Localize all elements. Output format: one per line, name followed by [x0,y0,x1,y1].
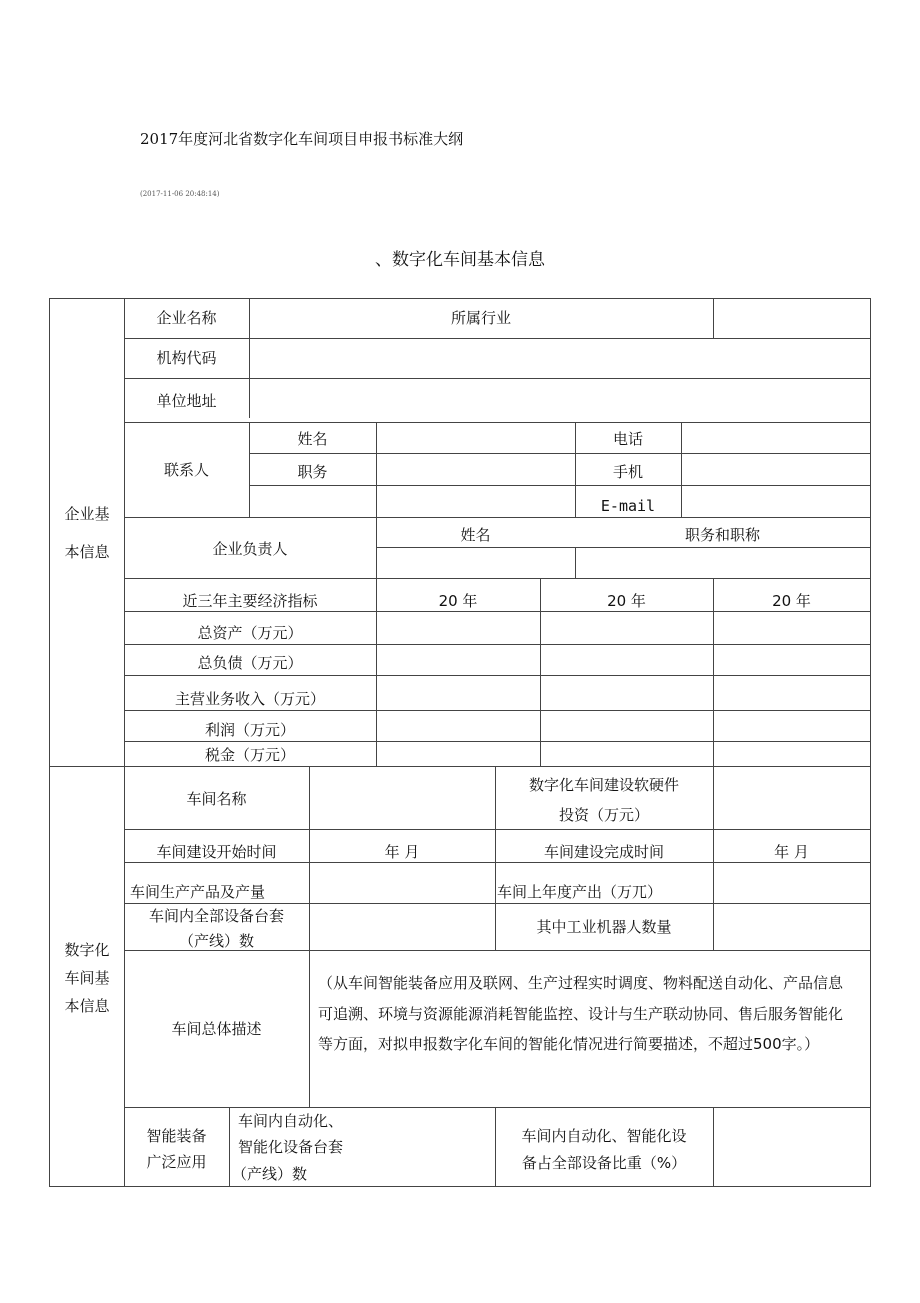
equipment-count-label-line1: 车间内全部设备台套 [148,906,284,925]
year-column-3: 20 年 [772,591,811,610]
equipment-count-label-line2: （产线）数 [178,931,254,950]
contact-title-label: 职务 [297,462,328,481]
end-time-value: 年 月 [774,842,809,861]
total-assets-label: 总资产（万元） [197,623,303,642]
tax-label: 税金（万元） [204,745,295,764]
start-time-label: 车间建设开始时间 [156,842,277,861]
head-title-label: 职务和职称 [684,525,760,544]
investment-label-line1: 数字化车间建设软硬件 [528,775,679,794]
year-column-1: 20 年 [438,591,478,610]
products-output-label: 车间生产产品及产量 [130,882,266,901]
economic-indicators-label: 近三年主要经济指标 [182,591,318,610]
enterprise-group-label-line2: 本信息 [64,542,110,561]
ratio-label-line2: 备占全部设备比重（%） [521,1153,687,1172]
contact-name-label: 姓名 [297,429,328,448]
email-label: E-mail [600,496,656,515]
investment-label-line2: 投资（万元） [558,805,649,824]
description-instructions: （从车间智能装备应用及联网、生产过程实时调度、物料配送自动化、产品信息可追溯、环境与资源能源消耗智能监控、设计与生产联动协同、售后服务智能化等方面，对拟申报数字化车间的智能化情况进行简要描述，不超过500字。） [318,974,844,1053]
workshop-group-label-line1: 数字化 [64,940,110,959]
document-title: 2017年度河北省数字化车间项目申报书标准大纲 [140,130,464,148]
end-time-label: 车间建设完成时间 [543,842,664,861]
enterprise-group-label-line1: 企业基 [64,504,110,523]
head-name-label: 姓名 [460,525,491,544]
year-column-2: 20 年 [607,591,646,610]
mobile-label: 手机 [612,462,643,481]
start-time-value: 年 月 [384,842,420,861]
contact-label: 联系人 [163,460,209,479]
phone-label: 电话 [612,429,643,448]
ratio-label-line1: 车间内自动化、智能化设 [521,1126,687,1145]
smart-equipment-label-line1: 智能装备 [146,1126,207,1145]
org-code-label: 机构代码 [156,348,217,367]
industry-label: 所属行业 [450,308,511,327]
timestamp: (2017-11-06 20:48:14) [140,190,220,198]
address-label: 单位地址 [156,391,217,410]
company-name-label: 企业名称 [156,308,217,327]
section-title: 、数字化车间基本信息 [375,250,545,270]
profit-label: 利润（万元） [204,720,295,739]
workshop-group-label-line2: 车间基 [64,968,110,987]
workshop-name-label: 车间名称 [186,789,247,808]
auto-equipment-label-line3: （产线）数 [232,1165,308,1184]
company-head-label: 企业负责人 [212,539,288,558]
auto-equipment-label-line2: 智能化设备台套 [238,1138,344,1157]
auto-equipment-label-line1: 车间内自动化、 [238,1112,344,1131]
annual-output-label: 车间上年度产出（万兀） [497,882,663,901]
smart-equipment-label-line2: 广泛应用 [146,1152,207,1171]
main-revenue-label: 主营业务收入（万元） [174,689,325,708]
workshop-group-label-line3: 本信息 [64,996,110,1015]
description-label: 车间总体描述 [171,1019,262,1038]
total-liabilities-label: 总负债（万元） [197,653,303,672]
robot-count-label: 其中工业机器人数量 [536,917,672,936]
